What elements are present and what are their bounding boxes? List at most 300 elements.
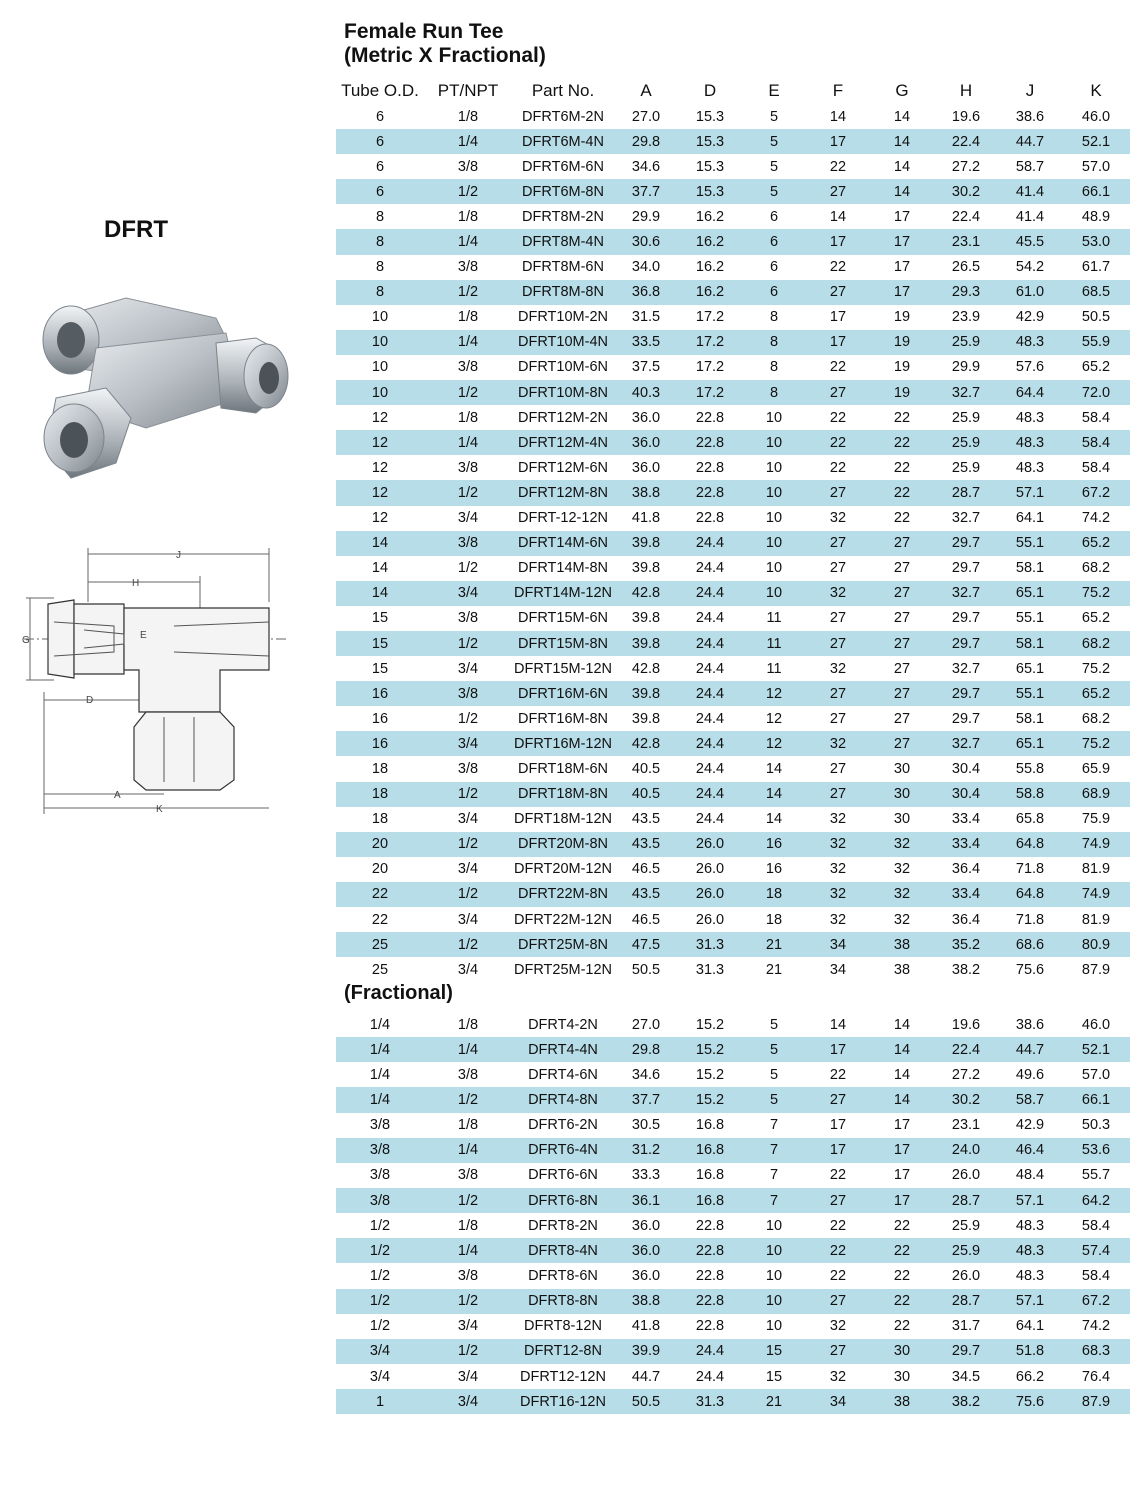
table-cell: 22.8 bbox=[678, 1289, 742, 1314]
table-row bbox=[336, 782, 1130, 807]
table-cell: 27 bbox=[806, 531, 870, 556]
table-cell: 22.8 bbox=[695, 1267, 725, 1284]
table-cell: 14 bbox=[742, 782, 806, 807]
table-cell: 10 bbox=[371, 359, 389, 376]
table-cell: 32 bbox=[829, 911, 847, 928]
table-cell: 65.1 bbox=[998, 581, 1062, 606]
table-cell: 17 bbox=[893, 1167, 911, 1184]
table-cell: 6 bbox=[375, 108, 385, 125]
table-cell: 10 bbox=[765, 1217, 783, 1234]
table-cell: 3/4 bbox=[369, 1368, 391, 1385]
table-row bbox=[336, 1012, 1130, 1037]
page-title: Female Run Tee bbox=[344, 20, 504, 43]
table-cell: DFRT10M-2N bbox=[518, 309, 608, 326]
table-cell: 64.1 bbox=[1015, 1318, 1045, 1335]
dim-label-j: J bbox=[176, 550, 181, 561]
table-cell: 3/8 bbox=[369, 1117, 391, 1134]
table-cell: 6 bbox=[375, 158, 385, 175]
table-cell: 36.0 bbox=[631, 409, 661, 426]
table-cell: 57.1 bbox=[998, 1289, 1062, 1314]
table-cell: DFRT6M-6N bbox=[522, 158, 604, 175]
table-header-row bbox=[336, 78, 1130, 104]
table-cell: 10 bbox=[742, 531, 806, 556]
table-cell: 27 bbox=[806, 782, 870, 807]
table-cell: 51.8 bbox=[998, 1339, 1062, 1364]
table-cell: 15 bbox=[742, 1339, 806, 1364]
column-header: D bbox=[703, 81, 717, 100]
table-cell: 1/4 bbox=[424, 1138, 512, 1163]
table-cell: 17.2 bbox=[695, 359, 725, 376]
table-row bbox=[336, 355, 1130, 380]
table-cell: 65.2 bbox=[1062, 681, 1130, 706]
table-cell: DFRT25M-12N bbox=[513, 961, 613, 978]
table-cell: 58.4 bbox=[1062, 430, 1130, 455]
table-cell: 29.8 bbox=[614, 129, 678, 154]
table-cell: 14 bbox=[829, 108, 847, 125]
table-cell: 17 bbox=[829, 309, 847, 326]
table-cell: 27 bbox=[893, 660, 911, 677]
table-cell: 3/4 bbox=[457, 811, 479, 828]
table-cell: 57.1 bbox=[998, 1188, 1062, 1213]
table-cell: 1/8 bbox=[457, 309, 479, 326]
column-header: J bbox=[1025, 81, 1035, 100]
table-cell: 55.1 bbox=[998, 681, 1062, 706]
table-cell: 28.7 bbox=[934, 480, 998, 505]
table-cell: 1/8 bbox=[457, 208, 479, 225]
table-cell: 68.2 bbox=[1062, 631, 1130, 656]
table-cell: 25.9 bbox=[934, 330, 998, 355]
table-cell: 10 bbox=[336, 380, 424, 405]
table-cell: 27 bbox=[829, 710, 847, 727]
table-cell: 8 bbox=[769, 359, 779, 376]
table-cell: 6 bbox=[742, 229, 806, 254]
table-cell: 46.0 bbox=[1081, 108, 1111, 125]
table-row bbox=[336, 380, 1130, 405]
table-cell: 8 bbox=[336, 229, 424, 254]
table-cell: 66.1 bbox=[1062, 1087, 1130, 1112]
table-cell: 15 bbox=[371, 660, 389, 677]
table-cell: 14 bbox=[893, 1016, 911, 1033]
table-cell: 39.8 bbox=[614, 681, 678, 706]
table-cell: DFRT-12-12N bbox=[518, 510, 608, 527]
table-cell: 16.8 bbox=[678, 1138, 742, 1163]
table-cell: 26.0 bbox=[695, 911, 725, 928]
table-cell: 31.5 bbox=[631, 309, 661, 326]
table-row bbox=[336, 1113, 1130, 1138]
table-cell: 30 bbox=[870, 782, 934, 807]
table-cell: 24.4 bbox=[695, 1368, 725, 1385]
table-cell: 27 bbox=[829, 610, 847, 627]
table-cell: 55.1 bbox=[998, 531, 1062, 556]
table-cell: 24.4 bbox=[695, 710, 725, 727]
table-cell: 32 bbox=[893, 911, 911, 928]
table-cell: 1/2 bbox=[424, 179, 512, 204]
table-cell: 18 bbox=[742, 882, 806, 907]
table-cell: DFRT8-12N bbox=[524, 1318, 602, 1335]
table-cell: 81.9 bbox=[1081, 911, 1111, 928]
table-cell: 31.3 bbox=[678, 1389, 742, 1414]
table-cell: 50.5 bbox=[1081, 309, 1111, 326]
table-row bbox=[336, 807, 1130, 832]
table-cell: DFRT6-8N bbox=[512, 1188, 614, 1213]
table-row bbox=[336, 581, 1130, 606]
table-cell: DFRT16-12N bbox=[512, 1389, 614, 1414]
table-cell: 3/4 bbox=[457, 510, 479, 527]
table-cell: 22 bbox=[371, 911, 389, 928]
table-cell: 17.2 bbox=[695, 309, 725, 326]
table-cell: 22 bbox=[893, 1267, 911, 1284]
part-code: DFRT bbox=[104, 216, 168, 243]
table-cell: 21 bbox=[765, 961, 783, 978]
table-cell: 24.4 bbox=[695, 811, 725, 828]
table-cell: 3/8 bbox=[457, 359, 479, 376]
table-cell: 15.2 bbox=[695, 1016, 725, 1033]
table-cell: 17 bbox=[806, 330, 870, 355]
column-header: Part No. bbox=[531, 81, 595, 100]
dim-label-g: G bbox=[22, 635, 30, 646]
table-cell: 1/4 bbox=[424, 1238, 512, 1263]
table-cell: 71.8 bbox=[1015, 861, 1045, 878]
table-cell: 27 bbox=[806, 480, 870, 505]
table-cell: 14 bbox=[870, 1037, 934, 1062]
table-cell: 32 bbox=[870, 882, 934, 907]
table-cell: DFRT8-2N bbox=[528, 1217, 598, 1234]
table-cell: 3/4 bbox=[457, 660, 479, 677]
table-cell: 22.4 bbox=[934, 1037, 998, 1062]
table-cell: 27 bbox=[806, 681, 870, 706]
table-cell: 27 bbox=[870, 681, 934, 706]
table-cell: 1/4 bbox=[336, 1087, 424, 1112]
table-cell: 26.0 bbox=[678, 882, 742, 907]
table-cell: 3/8 bbox=[424, 531, 512, 556]
table-cell: 1/2 bbox=[424, 280, 512, 305]
table-cell: 19 bbox=[893, 309, 911, 326]
table-cell: 24.4 bbox=[678, 681, 742, 706]
table-cell: 10 bbox=[742, 430, 806, 455]
table-cell: 18 bbox=[371, 811, 389, 828]
table-cell: 10 bbox=[742, 1238, 806, 1263]
table-cell: DFRT4-4N bbox=[512, 1037, 614, 1062]
table-cell: 39.9 bbox=[614, 1339, 678, 1364]
column-header: PT/NPT bbox=[437, 81, 499, 100]
table-cell: 1 bbox=[336, 1389, 424, 1414]
table-cell: 27 bbox=[806, 380, 870, 405]
table-cell: 15.3 bbox=[678, 179, 742, 204]
table-cell: 17 bbox=[893, 259, 911, 276]
table-cell: 37.5 bbox=[631, 359, 661, 376]
table-cell: 32.7 bbox=[951, 510, 981, 527]
table-cell: 33.4 bbox=[934, 882, 998, 907]
table-cell: DFRT20M-8N bbox=[512, 832, 614, 857]
table-cell: 27 bbox=[806, 280, 870, 305]
table-cell: 33.4 bbox=[951, 811, 981, 828]
table-cell: 17 bbox=[806, 129, 870, 154]
table-cell: 75.2 bbox=[1081, 660, 1111, 677]
table-cell: 17 bbox=[870, 1188, 934, 1213]
table-cell: 27 bbox=[806, 179, 870, 204]
table-cell: 28.7 bbox=[934, 1289, 998, 1314]
table-cell: DFRT10M-4N bbox=[512, 330, 614, 355]
table-cell: 65.2 bbox=[1081, 359, 1111, 376]
table-cell: 20 bbox=[371, 861, 389, 878]
table-cell: 22 bbox=[829, 359, 847, 376]
table-cell: 48.9 bbox=[1081, 208, 1111, 225]
table-cell: 1/2 bbox=[424, 882, 512, 907]
table-cell: 57.0 bbox=[1081, 158, 1111, 175]
table-cell: 14 bbox=[829, 208, 847, 225]
table-cell: 24.0 bbox=[934, 1138, 998, 1163]
table-cell: 65.8 bbox=[1015, 811, 1045, 828]
table-cell: 36.4 bbox=[951, 911, 981, 928]
table-cell: 17 bbox=[893, 1117, 911, 1134]
table-cell: 36.1 bbox=[614, 1188, 678, 1213]
table-cell: 1/2 bbox=[424, 932, 512, 957]
table-cell: 22.8 bbox=[695, 409, 725, 426]
table-cell: 36.0 bbox=[631, 459, 661, 476]
table-cell: 5 bbox=[742, 1037, 806, 1062]
table-cell: DFRT10M-8N bbox=[512, 380, 614, 405]
table-cell: 40.5 bbox=[631, 760, 661, 777]
table-cell: 27 bbox=[806, 1289, 870, 1314]
table-cell: 32.7 bbox=[951, 660, 981, 677]
table-cell: 48.4 bbox=[1015, 1167, 1045, 1184]
table-cell: 65.2 bbox=[1062, 531, 1130, 556]
table-cell: 38.8 bbox=[614, 1289, 678, 1314]
table-cell: 42.8 bbox=[614, 731, 678, 756]
table-cell: 27 bbox=[806, 631, 870, 656]
table-cell: DFRT8M-8N bbox=[512, 280, 614, 305]
table-cell: 10 bbox=[371, 309, 389, 326]
dim-label-a: A bbox=[114, 790, 121, 801]
table-cell: DFRT8-8N bbox=[512, 1289, 614, 1314]
table-cell: 30 bbox=[893, 811, 911, 828]
table-row bbox=[336, 255, 1130, 280]
table-cell: 44.7 bbox=[998, 1037, 1062, 1062]
table-cell: 34.6 bbox=[631, 1066, 661, 1083]
table-row bbox=[336, 1339, 1130, 1364]
table-cell: 10 bbox=[765, 459, 783, 476]
table-cell: 68.6 bbox=[998, 932, 1062, 957]
table-cell: 3/4 bbox=[424, 731, 512, 756]
table-cell: 1/2 bbox=[369, 1267, 391, 1284]
table-cell: 22 bbox=[870, 1289, 934, 1314]
table-cell: 29.7 bbox=[934, 681, 998, 706]
table-cell: 50.5 bbox=[614, 1389, 678, 1414]
table-cell: 43.5 bbox=[614, 832, 678, 857]
table-row bbox=[336, 1263, 1130, 1288]
table-cell: DFRT14M-12N bbox=[512, 581, 614, 606]
table-cell: 48.3 bbox=[1015, 1217, 1045, 1234]
table-cell: 30 bbox=[893, 760, 911, 777]
table-cell: 74.9 bbox=[1062, 882, 1130, 907]
table-cell: 38.2 bbox=[951, 961, 981, 978]
table-cell: 22 bbox=[870, 480, 934, 505]
table-cell: 68.2 bbox=[1081, 710, 1111, 727]
table-cell: 34.0 bbox=[631, 259, 661, 276]
table-cell: 26.5 bbox=[951, 259, 981, 276]
table-cell: 17.2 bbox=[678, 380, 742, 405]
table-cell: 10 bbox=[742, 1289, 806, 1314]
table-cell: 64.4 bbox=[998, 380, 1062, 405]
table-cell: DFRT22M-12N bbox=[513, 911, 613, 928]
table-cell: 24.4 bbox=[678, 531, 742, 556]
table-cell: 3/4 bbox=[457, 861, 479, 878]
table-cell: 53.6 bbox=[1062, 1138, 1130, 1163]
table-cell: 7 bbox=[742, 1138, 806, 1163]
table-cell: 14 bbox=[870, 1087, 934, 1112]
table-cell: 3/8 bbox=[457, 760, 479, 777]
table-cell: 34.6 bbox=[631, 158, 661, 175]
table-cell: 6 bbox=[742, 280, 806, 305]
table-cell: 14 bbox=[336, 581, 424, 606]
table-cell: 24.4 bbox=[678, 631, 742, 656]
table-cell: 29.7 bbox=[934, 1339, 998, 1364]
table-cell: 32.7 bbox=[934, 581, 998, 606]
table-cell: 25.9 bbox=[951, 1217, 981, 1234]
table-cell: 24.4 bbox=[678, 731, 742, 756]
table-cell: 14 bbox=[829, 1016, 847, 1033]
table-cell: 25.9 bbox=[951, 409, 981, 426]
table-cell: 34 bbox=[806, 932, 870, 957]
table-cell: 16.2 bbox=[695, 259, 725, 276]
table-row bbox=[336, 455, 1130, 480]
table-cell: 16 bbox=[742, 832, 806, 857]
table-cell: 24.4 bbox=[678, 581, 742, 606]
table-cell: 12 bbox=[371, 409, 389, 426]
table-cell: 29.3 bbox=[934, 280, 998, 305]
table-cell: 25.9 bbox=[934, 1238, 998, 1263]
table-cell: 3/4 bbox=[336, 1339, 424, 1364]
table-cell: 22 bbox=[893, 510, 911, 527]
table-cell: 52.1 bbox=[1062, 129, 1130, 154]
table-cell: 3/4 bbox=[424, 581, 512, 606]
table-cell: 1/4 bbox=[424, 330, 512, 355]
table-cell: 3/8 bbox=[457, 1267, 479, 1284]
table-cell: 44.7 bbox=[998, 129, 1062, 154]
table-cell: 22 bbox=[870, 430, 934, 455]
table-cell: 74.2 bbox=[1081, 1318, 1111, 1335]
table-cell: 58.1 bbox=[1015, 710, 1045, 727]
table-cell: 8 bbox=[375, 259, 385, 276]
table-cell: 32 bbox=[829, 1318, 847, 1335]
table-cell: 38.8 bbox=[614, 480, 678, 505]
table-cell: 46.0 bbox=[1081, 1016, 1111, 1033]
table-cell: 29.7 bbox=[951, 710, 981, 727]
table-row bbox=[336, 832, 1130, 857]
table-cell: 27 bbox=[870, 631, 934, 656]
table-cell: 12 bbox=[371, 459, 389, 476]
fractional-section-label: (Fractional) bbox=[344, 982, 453, 1004]
table-cell: 30 bbox=[870, 1339, 934, 1364]
table-cell: 1/2 bbox=[424, 380, 512, 405]
table-cell: DFRT12-8N bbox=[512, 1339, 614, 1364]
table-cell: 12 bbox=[336, 430, 424, 455]
table-cell: 8 bbox=[742, 330, 806, 355]
table-cell: 3/4 bbox=[457, 1368, 479, 1385]
table-cell: 1/4 bbox=[424, 1037, 512, 1062]
table-cell: 39.8 bbox=[631, 610, 661, 627]
table-row bbox=[336, 1238, 1130, 1263]
table-cell: 66.2 bbox=[1015, 1368, 1045, 1385]
table-cell: 55.9 bbox=[1062, 330, 1130, 355]
table-cell: 10 bbox=[336, 330, 424, 355]
table-cell: 34 bbox=[806, 1389, 870, 1414]
table-cell: 61.0 bbox=[998, 280, 1062, 305]
table-row bbox=[336, 1087, 1130, 1112]
table-cell: DFRT18M-6N bbox=[518, 760, 608, 777]
table-cell: 14 bbox=[893, 108, 911, 125]
table-cell: 10 bbox=[765, 560, 783, 577]
table-cell: 3/8 bbox=[336, 1138, 424, 1163]
table-cell: 14 bbox=[870, 129, 934, 154]
table-cell: 1/2 bbox=[369, 1217, 391, 1234]
table-cell: 55.7 bbox=[1081, 1167, 1111, 1184]
table-cell: 3/8 bbox=[457, 1167, 479, 1184]
table-cell: 3/4 bbox=[424, 1389, 512, 1414]
table-cell: 36.0 bbox=[631, 1217, 661, 1234]
table-cell: 16 bbox=[336, 681, 424, 706]
table-cell: 27 bbox=[870, 531, 934, 556]
table-cell: 16.2 bbox=[678, 280, 742, 305]
table-cell: 36.0 bbox=[614, 1238, 678, 1263]
table-cell: DFRT25M-8N bbox=[512, 932, 614, 957]
table-cell: 15.3 bbox=[678, 129, 742, 154]
table-cell: DFRT8M-4N bbox=[512, 229, 614, 254]
table-cell: 15 bbox=[336, 631, 424, 656]
table-cell: 55.1 bbox=[1015, 610, 1045, 627]
table-cell: 5 bbox=[742, 179, 806, 204]
table-cell: 16.2 bbox=[695, 208, 725, 225]
table-cell: DFRT15M-12N bbox=[513, 660, 613, 677]
table-cell: DFRT6M-2N bbox=[522, 108, 604, 125]
table-cell: 38.6 bbox=[1015, 1016, 1045, 1033]
table-cell: 3/8 bbox=[336, 1188, 424, 1213]
table-cell: 48.3 bbox=[1015, 1267, 1045, 1284]
table-cell: 23.1 bbox=[951, 1117, 981, 1134]
table-cell: 1/8 bbox=[457, 409, 479, 426]
table-cell: 48.3 bbox=[998, 330, 1062, 355]
table-cell: 7 bbox=[769, 1167, 779, 1184]
table-cell: 36.0 bbox=[631, 1267, 661, 1284]
table-cell: DFRT8-4N bbox=[512, 1238, 614, 1263]
table-cell: 12 bbox=[336, 480, 424, 505]
table-cell: 16 bbox=[765, 861, 783, 878]
table-cell: 26.0 bbox=[695, 861, 725, 878]
table-cell: 32 bbox=[829, 510, 847, 527]
table-cell: 1/2 bbox=[336, 1289, 424, 1314]
table-cell: 57.4 bbox=[1062, 1238, 1130, 1263]
table-cell: 25.9 bbox=[951, 459, 981, 476]
table-cell: DFRT12M-6N bbox=[518, 459, 608, 476]
table-cell: 22 bbox=[806, 1238, 870, 1263]
table-cell: 17.2 bbox=[678, 330, 742, 355]
table-cell: DFRT6-2N bbox=[528, 1117, 598, 1134]
table-cell: 22 bbox=[893, 1318, 911, 1335]
table-cell: 87.9 bbox=[1062, 1389, 1130, 1414]
table-row bbox=[336, 706, 1130, 731]
table-cell: 15.2 bbox=[678, 1037, 742, 1062]
table-cell: 24.4 bbox=[678, 782, 742, 807]
table-row bbox=[336, 330, 1130, 355]
table-cell: 37.7 bbox=[614, 1087, 678, 1112]
table-cell: 58.7 bbox=[1015, 158, 1045, 175]
table-row bbox=[336, 606, 1130, 631]
table-cell: 28.7 bbox=[934, 1188, 998, 1213]
table-cell: 57.0 bbox=[1081, 1066, 1111, 1083]
table-cell: 31.2 bbox=[614, 1138, 678, 1163]
table-cell: 72.0 bbox=[1062, 380, 1130, 405]
table-cell: 17 bbox=[870, 229, 934, 254]
